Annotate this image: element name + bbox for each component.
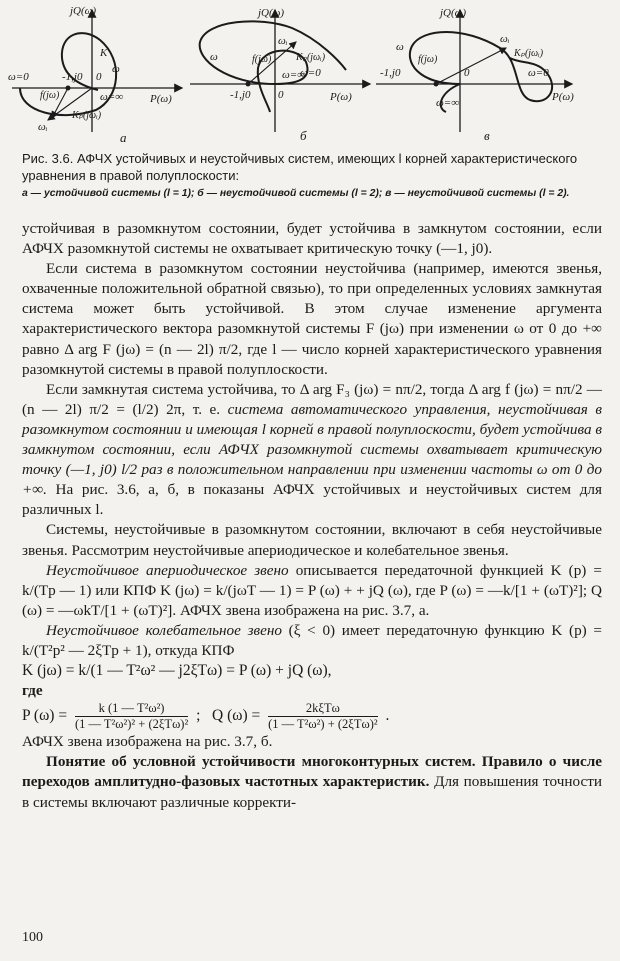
panel-c-label: ω=∞ — [436, 97, 460, 109]
panel-a-label: ω=0 — [8, 71, 29, 83]
p-label: P (ω) = — [22, 707, 68, 725]
q-denominator: (1 — T²ω²) + (2ξTω)² — [268, 717, 378, 732]
panel-b-letter: б — [300, 128, 307, 143]
panel-c — [376, 7, 574, 143]
body-text — [22, 219, 602, 813]
text-run: Если замкнутая система устойчива, то Δ arg F₃ (jω) = nπ/2, тогда Δ arg f (jω) = nπ/2 — (n — 2l) π/2 = (l/2) 2π, т. е. — [22, 380, 602, 418]
separator: ; — [196, 707, 201, 725]
panel-c-label: P(ω) — [552, 91, 574, 103]
bold-run: Понятие об условной устойчивости многоконтурных систем. Правило о числе переходов амплитудно-фазовых частотных характеристик. — [22, 753, 602, 791]
paragraph — [22, 621, 602, 661]
caption-legend: а — устойчивой системы (l = 1); б — неустойчивой системы (l = 2); в — неустойчивой системы (l = 2). — [22, 188, 570, 199]
panel-b-axis-y: jQ(ω) — [258, 7, 285, 19]
p-numerator: k (1 — T²ω²) — [75, 701, 188, 717]
panel-a-axis-y: jQ(ω) — [70, 5, 97, 17]
p-fraction — [75, 701, 188, 732]
panel-a-label: K — [100, 47, 108, 59]
text-run: (ξ < 0) имеет передаточную функцию K (p) = k/(T²p² — 2ξTp + 1), откуда КПФ — [22, 621, 602, 659]
panel-c-letter: в — [484, 128, 490, 143]
page-number: 100 — [22, 930, 43, 945]
q-label: Q (ω) = — [212, 707, 261, 725]
panel-a-label: f(jω) — [40, 90, 60, 101]
paragraph: Системы, неустойчивые в разомкнутом состоянии, включают в себя неустойчивые звенья. Рассмотрим неустойчивые апериодическое и колебательное звенья. — [22, 521, 602, 559]
text-run: Для повышения точности в системы включают различные корректи- — [22, 773, 602, 811]
panel-b-label: ω — [210, 51, 218, 63]
panel-b-label: ω=∞ — [282, 69, 306, 81]
emphasis-run: Неустойчивое колебательное звено — [46, 621, 282, 639]
panel-b — [190, 7, 370, 143]
formula: K (jω) = k/(1 — T²ω² — j2ξTω) = P (ω) + jQ (ω), — [22, 662, 332, 680]
panel-c-axis-y: jQ(ω) — [440, 7, 467, 19]
panel-a-label: ω=∞ — [100, 91, 124, 103]
panel-a-label: P(ω) — [150, 93, 172, 105]
panel-b-label: ω=0 — [300, 67, 321, 79]
panel-c-label: ω=0 — [528, 67, 549, 79]
figure-caption — [22, 150, 604, 200]
panel-b-label: f(jω) — [252, 54, 272, 65]
panel-b-label: P(ω) — [330, 91, 352, 103]
q-fraction — [268, 701, 378, 732]
emphasis-run: Неустойчивое апериодическое звено — [46, 561, 289, 579]
paragraph — [22, 380, 602, 521]
emphasis-run: система автоматического управления, неустойчивая в разомкнутом состоянии и имеющая l корней в правой полуплоскости, будет устойчива в замкнутом состоянии, если АФЧХ разомкнутой системы охватывает критическую точку (—1, j0) l/2 раз в положительном направлении при изменении частоты ω от 0 до +∞. — [22, 400, 602, 499]
panel-a-label: Kₚ(jωᵢ) — [72, 110, 102, 121]
panel-b-label: -1,j0 — [230, 89, 251, 101]
paragraph: Если система в разомкнутом состоянии неустойчива (например, имеются звенья, охваченные положительной обратной связью), то при определенных условиях замкнутая система может быть устойчивой. В этом случае изменение аргумента характеристического вектора разомкнутой системы F (jω) при изменении ω от 0 до +∞ равно Δ arg F (jω) = (n — 2l) π/2, где l — число корней характеристического уравнения разомкнутой системы в правой полуплоскости. — [22, 260, 602, 378]
panel-a-label: ωᵢ — [38, 121, 48, 133]
panel-b-label: Kₚ(jωᵢ) — [296, 52, 326, 63]
paragraph: устойчивая в разомкнутом состоянии, будет устойчива в замкнутом состоянии, если АФЧХ разомкнутой системы не охватывает критическую точку (—1, j0). — [22, 220, 602, 258]
paragraph — [22, 752, 602, 812]
p-denominator: (1 — T²ω²)² + (2ξTω)² — [74, 717, 189, 732]
q-numerator: 2kξTω — [268, 701, 378, 717]
panel-b-label: ωᵢ — [278, 35, 288, 47]
panel-c-label: ω — [396, 41, 404, 53]
paragraph: АФЧХ звена изображена на рис. 3.7, б. — [22, 733, 273, 751]
panel-c-label: f(jω) — [418, 54, 438, 65]
paragraph — [22, 561, 602, 621]
end-mark: . — [385, 707, 390, 725]
text-run: описывается передаточной функцией K (p) = k/(Tp — 1) или КПФ K (jω) = k/(jωT — 1) = P (ω) + + jQ (ω), где P (ω) = —k/[1 + (ωT)²]; Q (ω) = —ωkT/[1 + (ωT)²]. АФЧХ звена изображена на рис. 3.7, а. — [22, 561, 602, 619]
panel-c-label: 0 — [464, 67, 470, 79]
where-label: где — [22, 682, 43, 700]
panel-a-label: 0 — [96, 71, 102, 83]
panel-c-label: -1,j0 — [380, 67, 401, 79]
text-run: На рис. 3.6, а, б, в показаны АФЧХ устойчивых и неустойчивых систем для различных l. — [22, 481, 602, 519]
figure-3-6 — [0, 0, 620, 150]
formula-pq — [22, 701, 602, 732]
panel-c-label: ωᵢ — [500, 33, 510, 45]
panel-b-label: 0 — [278, 89, 284, 101]
caption-title: Рис. 3.6. АФЧХ устойчивых и неустойчивых систем, имеющих l корней характеристического уравнения в правой полуплоскости: — [22, 151, 578, 183]
panel-a-letter: а — [120, 130, 127, 145]
panel-c-label: Kₚ(jωᵢ) — [514, 48, 544, 59]
panel-a-label: ω — [112, 63, 120, 75]
panel-a — [8, 5, 182, 145]
panel-a-label: -1,j0 — [62, 71, 83, 83]
